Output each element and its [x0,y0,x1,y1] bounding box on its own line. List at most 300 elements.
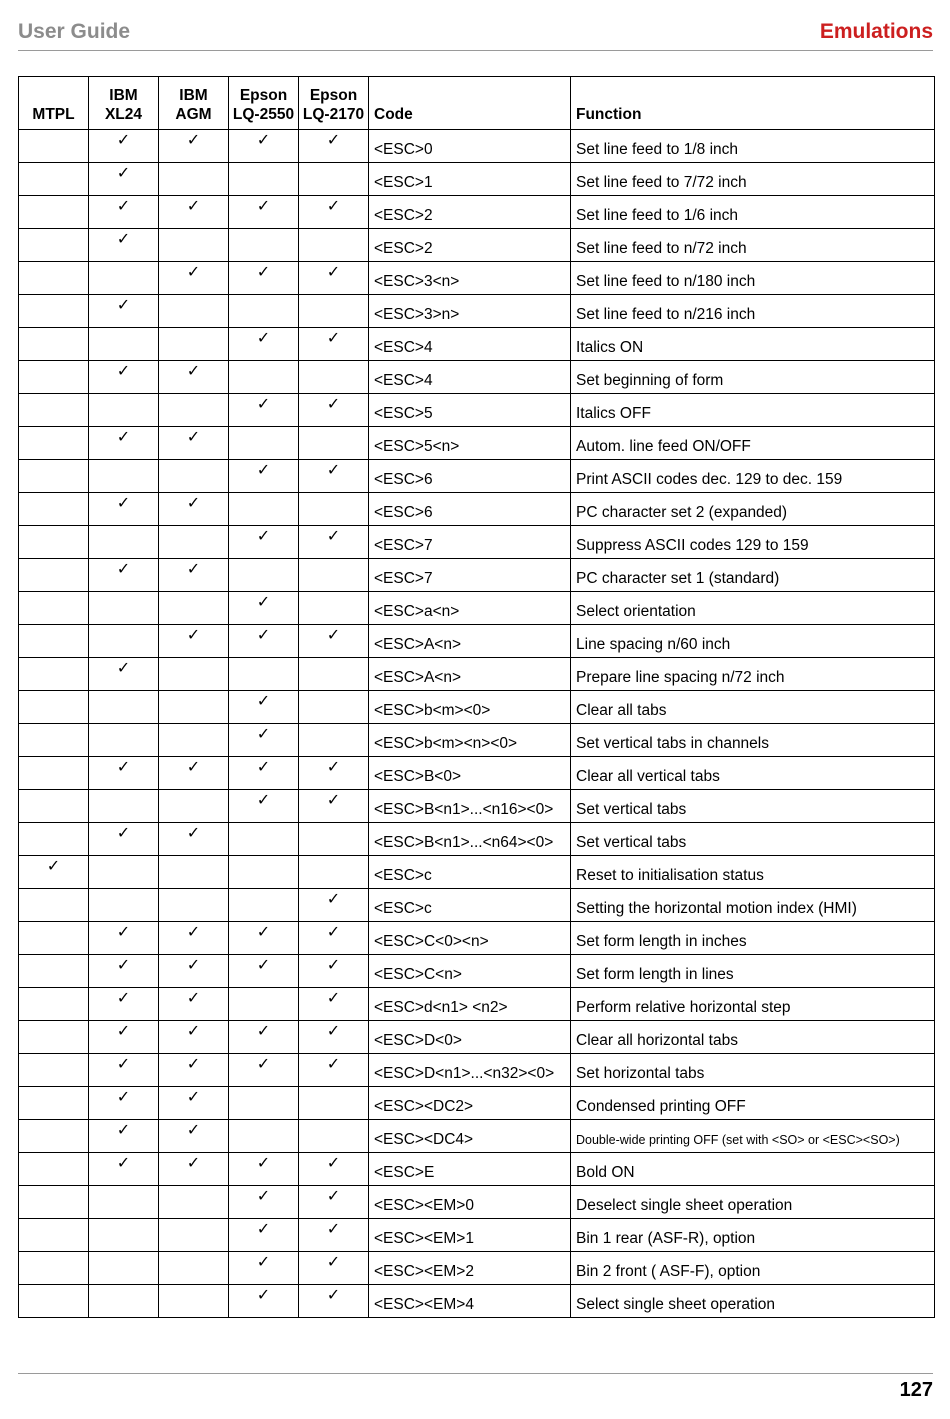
table-row [19,1285,935,1318]
col-header-function: Function [571,77,935,130]
table-row [19,658,935,691]
check-icon: ✓ [299,1252,369,1285]
function-cell: Condensed printing OFF [571,1087,935,1120]
code-cell: <ESC>6 [369,460,571,493]
function-cell: Suppress ASCII codes 129 to 159 [571,526,935,559]
check-icon: ✓ [299,790,369,823]
empty-cell [19,394,89,427]
code-cell: <ESC>B<0> [369,757,571,790]
code-cell: <ESC><DC4> [369,1120,571,1153]
empty-cell [299,427,369,460]
check-icon: ✓ [299,460,369,493]
empty-cell [19,493,89,526]
empty-cell [229,1120,299,1153]
check-icon: ✓ [159,1087,229,1120]
function-cell: Italics ON [571,328,935,361]
check-icon: ✓ [299,394,369,427]
function-cell: Select single sheet operation [571,1285,935,1318]
empty-cell [19,1153,89,1186]
empty-cell [19,196,89,229]
function-cell: Set line feed to 1/8 inch [571,130,935,163]
check-icon: ✓ [89,757,159,790]
check-icon: ✓ [159,955,229,988]
check-icon: ✓ [159,361,229,394]
table-row [19,163,935,196]
check-icon: ✓ [229,691,299,724]
function-cell: Clear all vertical tabs [571,757,935,790]
table-row [19,1186,935,1219]
function-cell: Clear all horizontal tabs [571,1021,935,1054]
table-row [19,1021,935,1054]
check-icon: ✓ [229,724,299,757]
function-cell: Set line feed to 7/72 inch [571,163,935,196]
check-icon: ✓ [229,1153,299,1186]
empty-cell [299,559,369,592]
check-icon: ✓ [89,196,159,229]
check-icon: ✓ [299,130,369,163]
check-icon: ✓ [89,823,159,856]
empty-cell [299,163,369,196]
check-icon: ✓ [89,229,159,262]
empty-cell [19,955,89,988]
code-cell: <ESC>4 [369,328,571,361]
table-row [19,460,935,493]
check-icon: ✓ [89,427,159,460]
code-cell: <ESC>a<n> [369,592,571,625]
empty-cell [19,592,89,625]
function-cell: Prepare line spacing n/72 inch [571,658,935,691]
code-cell: <ESC>2 [369,196,571,229]
check-icon: ✓ [159,1120,229,1153]
empty-cell [159,691,229,724]
empty-cell [299,229,369,262]
function-cell: Perform relative horizontal step [571,988,935,1021]
empty-cell [229,1087,299,1120]
check-icon: ✓ [159,1054,229,1087]
check-icon: ✓ [229,625,299,658]
code-cell: <ESC>C<n> [369,955,571,988]
empty-cell [159,658,229,691]
check-icon: ✓ [229,328,299,361]
check-icon: ✓ [159,262,229,295]
table-row [19,823,935,856]
check-icon: ✓ [89,163,159,196]
check-icon: ✓ [159,757,229,790]
table-row [19,361,935,394]
table-row [19,625,935,658]
empty-cell [229,856,299,889]
empty-cell [229,658,299,691]
empty-cell [299,856,369,889]
empty-cell [19,460,89,493]
code-cell: <ESC>D<n1>...<n32><0> [369,1054,571,1087]
table-row [19,592,935,625]
empty-cell [19,1252,89,1285]
code-cell: <ESC>7 [369,559,571,592]
check-icon: ✓ [89,130,159,163]
function-cell: Deselect single sheet operation [571,1186,935,1219]
empty-cell [19,130,89,163]
function-cell: Set form length in inches [571,922,935,955]
check-icon: ✓ [159,922,229,955]
check-icon: ✓ [159,559,229,592]
empty-cell [19,922,89,955]
function-cell: Double-wide printing OFF (set with <SO> or <ESC><SO>) [571,1120,935,1153]
table-row [19,262,935,295]
check-icon: ✓ [229,196,299,229]
check-icon: ✓ [299,922,369,955]
check-icon: ✓ [299,328,369,361]
function-cell: Set line feed to n/180 inch [571,262,935,295]
empty-cell [229,361,299,394]
check-icon: ✓ [229,1219,299,1252]
col-header-ibm-agm: IBM AGM [159,77,229,130]
function-cell: Set line feed to n/72 inch [571,229,935,262]
table-row [19,1087,935,1120]
function-cell: Set beginning of form [571,361,935,394]
empty-cell [159,295,229,328]
empty-cell [159,856,229,889]
check-icon: ✓ [89,1120,159,1153]
empty-cell [19,889,89,922]
table-row [19,1153,935,1186]
empty-cell [19,1219,89,1252]
empty-cell [159,163,229,196]
check-icon: ✓ [159,625,229,658]
empty-cell [19,691,89,724]
empty-cell [159,1186,229,1219]
code-cell: <ESC>5 [369,394,571,427]
code-cell: <ESC><EM>4 [369,1285,571,1318]
code-cell: <ESC>B<n1>...<n64><0> [369,823,571,856]
empty-cell [19,988,89,1021]
check-icon: ✓ [229,757,299,790]
empty-cell [89,1219,159,1252]
col-header-epson-lq2550: Epson LQ-2550 [229,77,299,130]
empty-cell [19,1285,89,1318]
check-icon: ✓ [89,658,159,691]
empty-cell [19,724,89,757]
col-header-code: Code [369,77,571,130]
empty-cell [229,295,299,328]
code-cell: <ESC>4 [369,361,571,394]
page-header [18,18,933,51]
empty-cell [89,592,159,625]
empty-cell [19,229,89,262]
empty-cell [159,1219,229,1252]
code-cell: <ESC>C<0><n> [369,922,571,955]
empty-cell [89,625,159,658]
empty-cell [159,724,229,757]
check-icon: ✓ [159,493,229,526]
function-cell: Set horizontal tabs [571,1054,935,1087]
check-icon: ✓ [89,559,159,592]
code-cell: <ESC>1 [369,163,571,196]
function-cell: Print ASCII codes dec. 129 to dec. 159 [571,460,935,493]
emulation-commands-table [18,76,935,1318]
table-row [19,790,935,823]
check-icon: ✓ [229,1252,299,1285]
empty-cell [299,592,369,625]
empty-cell [19,328,89,361]
table-row [19,988,935,1021]
empty-cell [229,988,299,1021]
empty-cell [19,1021,89,1054]
empty-cell [299,295,369,328]
empty-cell [19,823,89,856]
check-icon: ✓ [89,955,159,988]
table-row [19,130,935,163]
table-row [19,955,935,988]
table-row [19,493,935,526]
table-row [19,757,935,790]
table-row [19,1252,935,1285]
empty-cell [89,1252,159,1285]
code-cell: <ESC>6 [369,493,571,526]
empty-cell [159,394,229,427]
check-icon: ✓ [159,1153,229,1186]
empty-cell [89,856,159,889]
check-icon: ✓ [299,988,369,1021]
empty-cell [19,1087,89,1120]
empty-cell [159,328,229,361]
function-cell: Select orientation [571,592,935,625]
code-cell: <ESC>5<n> [369,427,571,460]
check-icon: ✓ [229,1021,299,1054]
empty-cell [19,1120,89,1153]
table-body [19,130,935,1318]
empty-cell [299,493,369,526]
empty-cell [89,790,159,823]
table-row [19,691,935,724]
check-icon: ✓ [229,1054,299,1087]
function-cell: PC character set 1 (standard) [571,559,935,592]
function-cell: Set vertical tabs [571,790,935,823]
table-row [19,1054,935,1087]
code-cell: <ESC>A<n> [369,658,571,691]
empty-cell [19,658,89,691]
function-cell: Set line feed to 1/6 inch [571,196,935,229]
function-cell: Set form length in lines [571,955,935,988]
col-header-mtpl: MTPL [19,77,89,130]
empty-cell [229,493,299,526]
check-icon: ✓ [299,889,369,922]
check-icon: ✓ [229,790,299,823]
code-cell: <ESC>A<n> [369,625,571,658]
empty-cell [299,724,369,757]
code-cell: <ESC>0 [369,130,571,163]
empty-cell [89,724,159,757]
empty-cell [19,625,89,658]
function-cell: Set vertical tabs [571,823,935,856]
header-title-right: Emulations [819,20,933,43]
table-row [19,196,935,229]
empty-cell [19,790,89,823]
function-cell: Clear all tabs [571,691,935,724]
empty-cell [299,823,369,856]
function-cell: Reset to initialisation status [571,856,935,889]
empty-cell [159,790,229,823]
check-icon: ✓ [229,262,299,295]
check-icon: ✓ [89,1153,159,1186]
empty-cell [19,163,89,196]
empty-cell [299,658,369,691]
function-cell: Set vertical tabs in channels [571,724,935,757]
empty-cell [89,328,159,361]
code-cell: <ESC>c [369,856,571,889]
table-row [19,1120,935,1153]
check-icon: ✓ [229,460,299,493]
code-cell: <ESC><EM>1 [369,1219,571,1252]
empty-cell [19,262,89,295]
code-cell: <ESC>D<0> [369,1021,571,1054]
table-row [19,427,935,460]
table-row [19,526,935,559]
check-icon: ✓ [229,592,299,625]
table-row [19,229,935,262]
function-cell: Line spacing n/60 inch [571,625,935,658]
code-cell: <ESC><EM>2 [369,1252,571,1285]
check-icon: ✓ [229,130,299,163]
check-icon: ✓ [299,1021,369,1054]
empty-cell [229,229,299,262]
check-icon: ✓ [89,1087,159,1120]
check-icon: ✓ [299,262,369,295]
empty-cell [19,1186,89,1219]
empty-cell [89,526,159,559]
check-icon: ✓ [229,394,299,427]
empty-cell [89,460,159,493]
empty-cell [229,889,299,922]
code-cell: <ESC>c [369,889,571,922]
empty-cell [229,427,299,460]
function-cell: Setting the horizontal motion index (HMI) [571,889,935,922]
check-icon: ✓ [229,955,299,988]
check-icon: ✓ [159,1021,229,1054]
empty-cell [229,163,299,196]
code-cell: <ESC>B<n1>...<n16><0> [369,790,571,823]
check-icon: ✓ [229,1186,299,1219]
code-cell: <ESC>3<n> [369,262,571,295]
check-icon: ✓ [89,493,159,526]
col-header-epson-lq2170: Epson LQ-2170 [299,77,369,130]
check-icon: ✓ [299,526,369,559]
empty-cell [229,823,299,856]
empty-cell [19,1054,89,1087]
function-cell: Bin 2 front ( ASF-F), option [571,1252,935,1285]
footer-divider [18,1373,933,1374]
check-icon: ✓ [299,757,369,790]
empty-cell [89,1186,159,1219]
empty-cell [89,1285,159,1318]
check-icon: ✓ [299,196,369,229]
table-row [19,1219,935,1252]
empty-cell [19,295,89,328]
function-cell: PC character set 2 (expanded) [571,493,935,526]
code-cell: <ESC><DC2> [369,1087,571,1120]
table-row [19,889,935,922]
code-cell: <ESC>2 [369,229,571,262]
check-icon: ✓ [89,1054,159,1087]
table-row [19,295,935,328]
empty-cell [159,1252,229,1285]
check-icon: ✓ [159,988,229,1021]
code-cell: <ESC>b<m><n><0> [369,724,571,757]
table-row [19,559,935,592]
empty-cell [159,460,229,493]
check-icon: ✓ [299,1219,369,1252]
empty-cell [19,559,89,592]
empty-cell [299,1120,369,1153]
function-cell: Set line feed to n/216 inch [571,295,935,328]
check-icon: ✓ [89,361,159,394]
table-row [19,922,935,955]
check-icon: ✓ [89,988,159,1021]
empty-cell [159,1285,229,1318]
empty-cell [89,394,159,427]
table-row [19,394,935,427]
empty-cell [19,427,89,460]
check-icon: ✓ [229,526,299,559]
code-cell: <ESC>7 [369,526,571,559]
empty-cell [19,757,89,790]
table-header-row [19,77,935,130]
empty-cell [299,691,369,724]
empty-cell [299,361,369,394]
empty-cell [159,526,229,559]
check-icon: ✓ [299,1285,369,1318]
check-icon: ✓ [89,922,159,955]
code-cell: <ESC>E [369,1153,571,1186]
empty-cell [89,691,159,724]
empty-cell [19,361,89,394]
check-icon: ✓ [89,295,159,328]
empty-cell [159,592,229,625]
check-icon: ✓ [19,856,89,889]
check-icon: ✓ [159,196,229,229]
function-cell: Autom. line feed ON/OFF [571,427,935,460]
check-icon: ✓ [299,955,369,988]
table-row [19,856,935,889]
code-cell: <ESC><EM>0 [369,1186,571,1219]
check-icon: ✓ [299,1153,369,1186]
check-icon: ✓ [229,1285,299,1318]
empty-cell [19,526,89,559]
empty-cell [159,229,229,262]
table-row [19,328,935,361]
check-icon: ✓ [299,1054,369,1087]
check-icon: ✓ [299,1186,369,1219]
check-icon: ✓ [229,922,299,955]
check-icon: ✓ [299,625,369,658]
code-cell: <ESC>d<n1> <n2> [369,988,571,1021]
check-icon: ✓ [89,1021,159,1054]
table-row [19,724,935,757]
check-icon: ✓ [159,427,229,460]
function-cell: Bin 1 rear (ASF-R), option [571,1219,935,1252]
function-cell: Bold ON [571,1153,935,1186]
empty-cell [229,559,299,592]
check-icon: ✓ [159,130,229,163]
function-cell: Italics OFF [571,394,935,427]
col-header-ibm-xl24: IBM XL24 [89,77,159,130]
check-icon: ✓ [159,823,229,856]
code-cell: <ESC>b<m><0> [369,691,571,724]
empty-cell [89,262,159,295]
header-title-left: User Guide [18,20,131,43]
empty-cell [299,1087,369,1120]
empty-cell [159,889,229,922]
